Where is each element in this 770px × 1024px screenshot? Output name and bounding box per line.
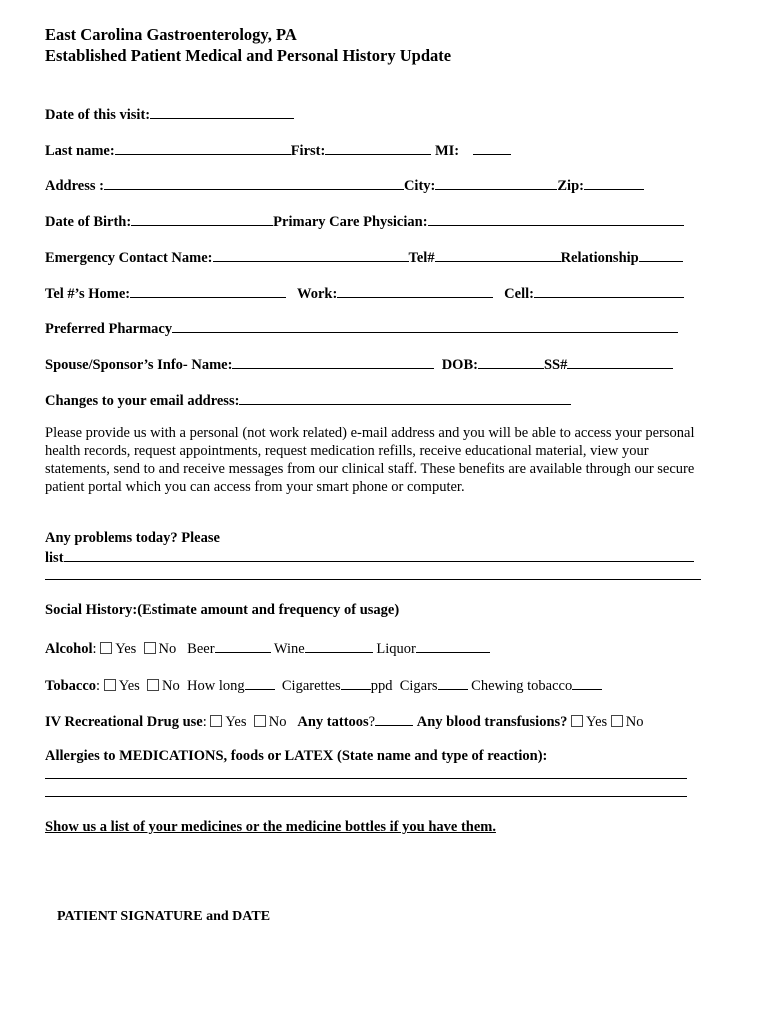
tattoos-field[interactable] xyxy=(375,712,413,726)
spouse-dob-label: DOB: xyxy=(441,357,478,373)
email-note: Please provide us with a personal (not work related) e-mail address and you will be able to access your personal health records, request appointments, request medication refills, receive educational material, view your statements, send to and receive messages from our clinical staff. These benefits are available through our secure patient portal which you can access from your smart phone or computer. xyxy=(45,425,695,495)
how-long-label: How long xyxy=(187,678,245,694)
address-row xyxy=(45,176,644,195)
relationship-field[interactable] xyxy=(639,248,683,262)
problems-row xyxy=(45,548,694,567)
alcohol-yes-label: Yes xyxy=(115,641,137,657)
pcp-label: Primary Care Physician: xyxy=(273,214,428,230)
wine-field[interactable] xyxy=(305,639,373,653)
transfusions-label: Any blood transfusions? xyxy=(416,714,568,730)
visit-date-field[interactable] xyxy=(150,105,294,119)
relationship-label: Relationship xyxy=(560,250,639,266)
beer-label: Beer xyxy=(187,641,215,657)
emergency-label: Emergency Contact Name: xyxy=(45,250,213,266)
ppd-label: ppd xyxy=(370,678,393,694)
tobacco-no-label: No xyxy=(162,678,180,694)
cigarettes-field[interactable] xyxy=(341,676,371,690)
emergency-field[interactable] xyxy=(213,248,409,262)
zip-label: Zip: xyxy=(557,178,584,194)
problems-field[interactable] xyxy=(64,548,694,562)
cell-field[interactable] xyxy=(534,284,684,298)
iv-drug-label: IV Recreational Drug use xyxy=(45,714,203,730)
iv-drug-no-checkbox[interactable] xyxy=(254,715,266,727)
allergies-line-1[interactable] xyxy=(45,778,687,779)
problems-label-line2: list xyxy=(45,550,64,566)
spouse-label: Spouse/Sponsor’s Info- Name: xyxy=(45,357,233,373)
zip-field[interactable] xyxy=(584,176,644,190)
transfusions-yes-label: Yes xyxy=(586,714,608,730)
ss-field[interactable] xyxy=(567,355,673,369)
cigarettes-label: Cigarettes xyxy=(281,678,341,694)
liquor-label: Liquor xyxy=(376,641,416,657)
problems-extra-line[interactable] xyxy=(45,579,701,580)
tobacco-no-checkbox[interactable] xyxy=(147,679,159,691)
last-name-label: Last name: xyxy=(45,143,115,159)
first-name-label: First: xyxy=(290,143,326,159)
iv-drug-yes-label: Yes xyxy=(225,714,247,730)
email-label: Changes to your email address: xyxy=(45,393,240,409)
spouse-row xyxy=(45,355,673,374)
tel-home-label: Tel #’s Home: xyxy=(45,286,131,302)
name-row xyxy=(45,141,511,160)
pharmacy-label: Preferred Pharmacy xyxy=(45,321,173,337)
allergies-line-2[interactable] xyxy=(45,796,687,797)
work-field[interactable] xyxy=(337,284,493,298)
cell-label: Cell: xyxy=(504,286,534,302)
cigars-field[interactable] xyxy=(438,676,468,690)
problems-label-line1: Any problems today? Please xyxy=(45,530,220,546)
pharmacy-row xyxy=(45,319,678,338)
email-row xyxy=(45,391,571,410)
mi-label: MI: xyxy=(434,143,460,159)
tel-field[interactable] xyxy=(435,248,561,262)
spouse-dob-field[interactable] xyxy=(478,355,544,369)
medicines-note: Show us a list of your medicines or the medicine bottles if you have them. xyxy=(45,819,496,835)
email-field[interactable] xyxy=(239,391,571,405)
alcohol-label: Alcohol xyxy=(45,641,93,657)
signature-label: PATIENT SIGNATURE and DATE xyxy=(57,909,271,924)
pcp-field[interactable] xyxy=(428,212,684,226)
pharmacy-field[interactable] xyxy=(172,319,678,333)
form-title: Established Patient Medical and Personal History Update xyxy=(45,46,452,65)
city-field[interactable] xyxy=(435,176,557,190)
visit-date-label: Date of this visit: xyxy=(45,107,151,123)
how-long-field[interactable] xyxy=(245,676,275,690)
liquor-field[interactable] xyxy=(416,639,490,653)
dob-field[interactable] xyxy=(131,212,273,226)
cigars-label: Cigars xyxy=(399,678,438,694)
social-heading: Social History:(Estimate amount and frequency of usage) xyxy=(45,602,400,618)
tel-home-field[interactable] xyxy=(130,284,286,298)
dob-row xyxy=(45,212,684,231)
chewing-label: Chewing tobacco xyxy=(471,678,573,694)
visit-date-row xyxy=(45,105,294,124)
alcohol-no-label: No xyxy=(158,641,177,657)
wine-label: Wine xyxy=(273,641,305,657)
last-name-field[interactable] xyxy=(115,141,291,155)
org-name: East Carolina Gastroenterology, PA xyxy=(45,25,297,44)
mi-field[interactable] xyxy=(473,141,511,155)
tobacco-row: Tobacco: Yes No How long Cigarettes ppd Cigars Chewing tobacco xyxy=(45,676,602,695)
city-label: City: xyxy=(403,178,436,194)
beer-field[interactable] xyxy=(215,639,271,653)
transfusions-yes-checkbox[interactable] xyxy=(571,715,583,727)
iv-drug-row: IV Recreational Drug use: Yes No Any tattoos? Any blood transfusions? Yes No xyxy=(45,714,644,730)
alcohol-no-checkbox[interactable] xyxy=(144,642,156,654)
first-name-field[interactable] xyxy=(325,141,431,155)
dob-label: Date of Birth: xyxy=(45,214,132,230)
alcohol-yes-checkbox[interactable] xyxy=(100,642,112,654)
iv-drug-yes-checkbox[interactable] xyxy=(210,715,222,727)
tobacco-yes-checkbox[interactable] xyxy=(104,679,116,691)
allergies-label: Allergies to MEDICATIONS, foods or LATEX (State name and type of reaction): xyxy=(45,748,548,764)
transfusions-no-checkbox[interactable] xyxy=(611,715,623,727)
tobacco-label: Tobacco xyxy=(45,678,97,694)
tel-label: Tel# xyxy=(408,250,435,266)
address-field[interactable] xyxy=(104,176,404,190)
iv-drug-no-label: No xyxy=(268,714,287,730)
emergency-row xyxy=(45,248,683,267)
ss-label: SS# xyxy=(543,357,568,373)
tobacco-yes-label: Yes xyxy=(118,678,140,694)
chewing-field[interactable] xyxy=(572,676,602,690)
tattoos-label: Any tattoos xyxy=(297,714,369,730)
work-label: Work: xyxy=(297,286,338,302)
transfusions-no-label: No xyxy=(625,714,644,730)
phones-row xyxy=(45,284,684,303)
address-label: Address : xyxy=(45,178,104,194)
spouse-field[interactable] xyxy=(232,355,434,369)
alcohol-row: Alcohol: Yes No Beer Wine Liquor xyxy=(45,639,490,658)
